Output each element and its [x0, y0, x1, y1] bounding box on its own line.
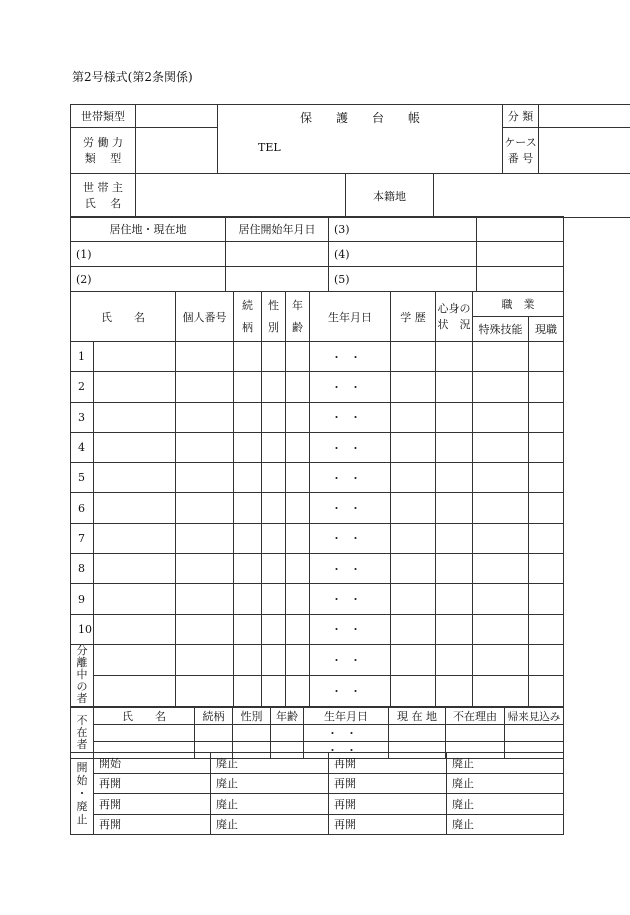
member-birth-field[interactable]: ・・ — [310, 523, 391, 553]
member-nen-field[interactable] — [286, 523, 310, 553]
member-nen-field[interactable] — [286, 493, 310, 523]
absent-label: 不 在 者 — [71, 708, 94, 759]
member-shinshin-header — [436, 292, 473, 342]
absent-birth-field[interactable]: ・・ — [304, 742, 389, 759]
case-label-line2: 番 号 — [507, 151, 534, 165]
member-no: 3 — [71, 402, 94, 432]
form-number: 第2号様式(第2条関係) — [72, 70, 193, 84]
member-shinshin-field[interactable] — [436, 554, 473, 584]
member-nen-field[interactable] — [286, 463, 310, 493]
member-gakureki-field[interactable] — [391, 372, 436, 402]
member-gakureki-field[interactable] — [391, 614, 436, 644]
member-sei-field[interactable] — [262, 372, 286, 402]
member-row — [71, 342, 564, 372]
member-zoku-field[interactable] — [234, 463, 262, 493]
roudou-label-line2: 類 型 — [84, 151, 122, 165]
title-cell — [218, 105, 503, 174]
bunri-tokushu-field[interactable] — [473, 644, 529, 675]
member-rows — [71, 342, 564, 645]
head-label-line1: 世 帯 主 — [83, 180, 123, 194]
start-stop-table — [70, 752, 564, 835]
member-genshoku-field[interactable] — [529, 432, 564, 462]
shinshin-line1: 心身の — [437, 301, 471, 315]
member-zoku-field[interactable] — [234, 432, 262, 462]
member-shinshin-field[interactable] — [436, 523, 473, 553]
absent-birth-field[interactable]: ・・ — [304, 725, 389, 742]
member-birth-header: 生年月日 — [310, 292, 391, 342]
member-genshoku-field[interactable] — [529, 342, 564, 372]
residence-slot-3[interactable]: (3) — [329, 217, 477, 242]
bunri-tokushu-field[interactable] — [473, 675, 529, 706]
member-zoku-field[interactable] — [234, 372, 262, 402]
residence-slot-2-date[interactable] — [226, 267, 329, 292]
residence-date-header: 居住開始年月日 — [226, 217, 329, 242]
member-sei-field[interactable] — [262, 614, 286, 644]
residence-slot-4-date[interactable] — [477, 242, 564, 267]
member-genshoku-field[interactable] — [529, 584, 564, 614]
absent-birth-header: 生年月日 — [304, 708, 389, 725]
bunri-sei-field[interactable] — [262, 644, 286, 675]
member-birth-field[interactable]: ・・ — [310, 432, 391, 462]
member-name-field[interactable] — [94, 584, 176, 614]
setai-type-field[interactable] — [136, 105, 218, 128]
start-stop-row — [71, 773, 564, 794]
member-no: 4 — [71, 432, 94, 462]
stop-date-field[interactable]: 廃止 — [447, 753, 564, 774]
bunri-birth-field[interactable]: ・・ — [310, 644, 391, 675]
bunri-zoku-field[interactable] — [234, 644, 262, 675]
nen-line2: 齢 — [292, 320, 303, 334]
member-no: 10 — [71, 614, 94, 644]
member-nen-field[interactable] — [286, 584, 310, 614]
setai-type-label: 世帯類型 — [71, 105, 136, 128]
sei-line1: 性 — [268, 298, 279, 312]
member-shinshin-field[interactable] — [436, 372, 473, 402]
member-birth-field[interactable]: ・・ — [310, 554, 391, 584]
stop-date-field[interactable]: 廃止 — [447, 773, 564, 794]
member-gakureki-field[interactable] — [391, 554, 436, 584]
member-sei-field[interactable] — [262, 402, 286, 432]
head-name-field[interactable] — [136, 174, 346, 218]
residence-slot-3-date[interactable] — [477, 217, 564, 242]
member-row — [71, 554, 564, 584]
member-row — [71, 432, 564, 462]
member-name-header: 氏 名 — [71, 292, 176, 342]
member-kojin-field[interactable] — [176, 584, 234, 614]
member-gakureki-field[interactable] — [391, 432, 436, 462]
member-birth-field[interactable]: ・・ — [310, 584, 391, 614]
member-genshoku-field[interactable] — [529, 523, 564, 553]
member-sei-field[interactable] — [262, 432, 286, 462]
member-name-field[interactable] — [94, 523, 176, 553]
member-kojin-header: 個人番号 — [176, 292, 234, 342]
bunri-zoku-field[interactable] — [234, 675, 262, 706]
member-kojin-field[interactable] — [176, 493, 234, 523]
residence-table — [70, 216, 564, 292]
stop-date-field[interactable]: 廃止 — [447, 814, 564, 835]
member-tokushu-field[interactable] — [473, 463, 529, 493]
member-row — [71, 614, 564, 644]
member-no: 8 — [71, 554, 94, 584]
member-zoku-field[interactable] — [234, 342, 262, 372]
member-shinshin-field[interactable] — [436, 432, 473, 462]
member-gakureki-field[interactable] — [391, 463, 436, 493]
member-tokushu-field[interactable] — [473, 523, 529, 553]
bunri-label: 分 離 中 の 者 — [71, 644, 94, 706]
stop-date-field[interactable]: 廃止 — [211, 773, 329, 794]
residence-slot-2[interactable]: (2) — [71, 267, 226, 292]
case-label — [503, 128, 539, 174]
stop-date-field[interactable]: 廃止 — [211, 753, 329, 774]
bunri-shinshin-field[interactable] — [436, 675, 473, 706]
stop-date-field[interactable]: 廃止 — [211, 794, 329, 815]
member-name-field[interactable] — [94, 402, 176, 432]
bunri-shinshin-field[interactable] — [436, 644, 473, 675]
member-genshoku-field[interactable] — [529, 372, 564, 402]
member-zoku-field[interactable] — [234, 493, 262, 523]
member-zoku-field[interactable] — [234, 614, 262, 644]
member-kojin-field[interactable] — [176, 402, 234, 432]
member-tokushu-field[interactable] — [473, 372, 529, 402]
member-zoku-field[interactable] — [234, 402, 262, 432]
start-stop-rows — [71, 753, 564, 835]
member-zoku-field[interactable] — [234, 523, 262, 553]
absent-name-field[interactable] — [94, 725, 195, 742]
shinshin-line2: 状 況 — [437, 317, 471, 331]
start-date-field[interactable]: 再開 — [329, 794, 447, 815]
member-sei-field[interactable] — [262, 554, 286, 584]
member-no: 2 — [71, 372, 94, 402]
member-shinshin-field[interactable] — [436, 463, 473, 493]
absent-reason-header: 不在理由 — [446, 708, 505, 725]
residence-slot-1[interactable]: (1) — [71, 242, 226, 267]
member-birth-field[interactable]: ・・ — [310, 493, 391, 523]
member-row — [71, 402, 564, 432]
member-no: 1 — [71, 342, 94, 372]
member-kojin-field[interactable] — [176, 614, 234, 644]
start-date-field[interactable]: 再開 — [94, 773, 211, 794]
member-gakureki-field[interactable] — [391, 493, 436, 523]
member-tokushu-field[interactable] — [473, 614, 529, 644]
member-name-field[interactable] — [94, 463, 176, 493]
absent-return-field[interactable] — [505, 725, 564, 742]
member-sei-field[interactable] — [262, 584, 286, 614]
member-sei-field[interactable] — [262, 342, 286, 372]
honseki-field[interactable] — [434, 174, 630, 218]
member-kojin-field[interactable] — [176, 432, 234, 462]
member-nen-field[interactable] — [286, 402, 310, 432]
residence-slot-5[interactable]: (5) — [329, 267, 477, 292]
member-tokushu-field[interactable] — [473, 584, 529, 614]
member-genshoku-field[interactable] — [529, 614, 564, 644]
member-sei-field[interactable] — [262, 523, 286, 553]
member-row — [71, 372, 564, 402]
absent-reason-field[interactable] — [446, 725, 505, 742]
absent-genzai-field[interactable] — [389, 725, 446, 742]
member-nen-field[interactable] — [286, 372, 310, 402]
member-shinshin-field[interactable] — [436, 493, 473, 523]
member-tokushu-field[interactable] — [473, 342, 529, 372]
member-sei-header — [262, 292, 286, 342]
start-date-field[interactable]: 再開 — [329, 773, 447, 794]
case-field[interactable] — [539, 128, 630, 174]
nen-line1: 年 — [292, 298, 303, 312]
member-tokushu-field[interactable] — [473, 432, 529, 462]
member-name-field[interactable] — [94, 432, 176, 462]
bunrui-label: 分 類 — [503, 105, 539, 128]
member-nen-field[interactable] — [286, 342, 310, 372]
member-shinshin-field[interactable] — [436, 614, 473, 644]
bunri-kojin-field[interactable] — [176, 644, 234, 675]
bunri-kojin-field[interactable] — [176, 675, 234, 706]
member-genshoku-field[interactable] — [529, 402, 564, 432]
member-genshoku-header: 現職 — [529, 317, 564, 342]
bunri-name-field[interactable] — [94, 675, 176, 706]
bunri-row-1 — [71, 644, 564, 675]
member-gakureki-field[interactable] — [391, 342, 436, 372]
bunri-row-2 — [71, 675, 564, 706]
sei-line2: 別 — [268, 320, 279, 334]
member-nen-header — [286, 292, 310, 342]
member-name-field[interactable] — [94, 493, 176, 523]
start-date-field[interactable]: 再開 — [94, 794, 211, 815]
member-no: 6 — [71, 493, 94, 523]
start-stop-row — [71, 753, 564, 774]
residence-header: 居住地・現在地 — [71, 217, 226, 242]
bunri-sei-field[interactable] — [262, 675, 286, 706]
member-sei-field[interactable] — [262, 493, 286, 523]
absent-nen-header: 年齢 — [271, 708, 304, 725]
absent-name-header: 氏 名 — [94, 708, 195, 725]
member-shinshin-field[interactable] — [436, 402, 473, 432]
member-birth-field[interactable]: ・・ — [310, 463, 391, 493]
bunri-genshoku-field[interactable] — [529, 675, 564, 706]
start-stop-row — [71, 814, 564, 835]
member-shinshin-field[interactable] — [436, 584, 473, 614]
residence-slot-5-date[interactable] — [477, 267, 564, 292]
member-zoku-field[interactable] — [234, 584, 262, 614]
zoku-line2: 柄 — [242, 320, 253, 334]
member-name-field[interactable] — [94, 342, 176, 372]
member-kojin-field[interactable] — [176, 463, 234, 493]
member-row — [71, 493, 564, 523]
member-no: 5 — [71, 463, 94, 493]
member-name-field[interactable] — [94, 554, 176, 584]
bunri-genshoku-field[interactable] — [529, 644, 564, 675]
member-row — [71, 523, 564, 553]
ledger-title: 保 護 台 帳 — [300, 111, 421, 125]
member-gakureki-field[interactable] — [391, 402, 436, 432]
member-row — [71, 584, 564, 614]
member-kojin-field[interactable] — [176, 342, 234, 372]
member-nen-field[interactable] — [286, 554, 310, 584]
absent-zoku-header: 続柄 — [195, 708, 233, 725]
member-name-field[interactable] — [94, 372, 176, 402]
absent-nen-field[interactable] — [271, 725, 304, 742]
member-tokushu-field[interactable] — [473, 554, 529, 584]
member-genshoku-field[interactable] — [529, 493, 564, 523]
member-sei-field[interactable] — [262, 463, 286, 493]
head-label — [71, 174, 136, 218]
member-zoku-header — [234, 292, 262, 342]
member-genshoku-field[interactable] — [529, 554, 564, 584]
absent-return-header: 帰来見込み — [505, 708, 564, 725]
member-gakureki-field[interactable] — [391, 584, 436, 614]
start-stop-label: 開 始 ・ 廃 止 — [71, 753, 94, 835]
bunri-name-field[interactable] — [94, 644, 176, 675]
member-row — [71, 463, 564, 493]
member-tokushu-field[interactable] — [473, 493, 529, 523]
bunri-gakureki-field[interactable] — [391, 644, 436, 675]
member-nen-field[interactable] — [286, 614, 310, 644]
stop-date-field[interactable]: 廃止 — [211, 814, 329, 835]
member-no: 7 — [71, 523, 94, 553]
bunri-gakureki-field[interactable] — [391, 675, 436, 706]
member-zoku-field[interactable] — [234, 554, 262, 584]
header-table — [70, 104, 630, 218]
absent-sei-field[interactable] — [233, 725, 271, 742]
member-tokushu-field[interactable] — [473, 402, 529, 432]
roudou-label-line1: 労 働 力 — [83, 135, 123, 149]
member-birth-field[interactable]: ・・ — [310, 614, 391, 644]
stop-date-field[interactable]: 廃止 — [447, 794, 564, 815]
start-stop-row — [71, 794, 564, 815]
members-table — [70, 291, 564, 707]
start-date-field[interactable]: 開始 — [94, 753, 211, 774]
residence-slot-1-date[interactable] — [226, 242, 329, 267]
member-shinshin-field[interactable] — [436, 342, 473, 372]
honseki-label: 本籍地 — [346, 174, 434, 218]
bunri-nen-field[interactable] — [286, 644, 310, 675]
absent-sei-header: 性別 — [233, 708, 271, 725]
absent-zoku-field[interactable] — [195, 725, 233, 742]
roudou-field[interactable] — [136, 128, 218, 174]
start-date-field[interactable]: 再開 — [94, 814, 211, 835]
member-no: 9 — [71, 584, 94, 614]
start-date-field[interactable]: 再開 — [329, 753, 447, 774]
member-shokugyo-header: 職 業 — [473, 292, 564, 317]
zoku-line1: 続 — [242, 298, 253, 312]
bunri-birth-field[interactable]: ・・ — [310, 675, 391, 706]
residence-slot-4[interactable]: (4) — [329, 242, 477, 267]
bunri-nen-field[interactable] — [286, 675, 310, 706]
member-gakureki-field[interactable] — [391, 523, 436, 553]
member-birth-field[interactable]: ・・ — [310, 402, 391, 432]
member-name-field[interactable] — [94, 614, 176, 644]
member-kojin-field[interactable] — [176, 523, 234, 553]
member-gakureki-header: 学 歴 — [391, 292, 436, 342]
case-label-line1: ケース — [504, 135, 537, 149]
bunrui-field[interactable] — [539, 105, 630, 128]
tel-label: TEL — [258, 141, 281, 154]
member-kojin-field[interactable] — [176, 372, 234, 402]
member-tokushu-header: 特殊技能 — [473, 317, 529, 342]
member-kojin-field[interactable] — [176, 554, 234, 584]
member-birth-field[interactable]: ・・ — [310, 372, 391, 402]
start-date-field[interactable]: 再開 — [329, 814, 447, 835]
member-birth-field[interactable]: ・・ — [310, 342, 391, 372]
head-label-line2: 氏 名 — [84, 196, 122, 210]
roudou-label — [71, 128, 136, 174]
absent-genzai-header: 現 在 地 — [389, 708, 446, 725]
member-nen-field[interactable] — [286, 432, 310, 462]
member-genshoku-field[interactable] — [529, 463, 564, 493]
